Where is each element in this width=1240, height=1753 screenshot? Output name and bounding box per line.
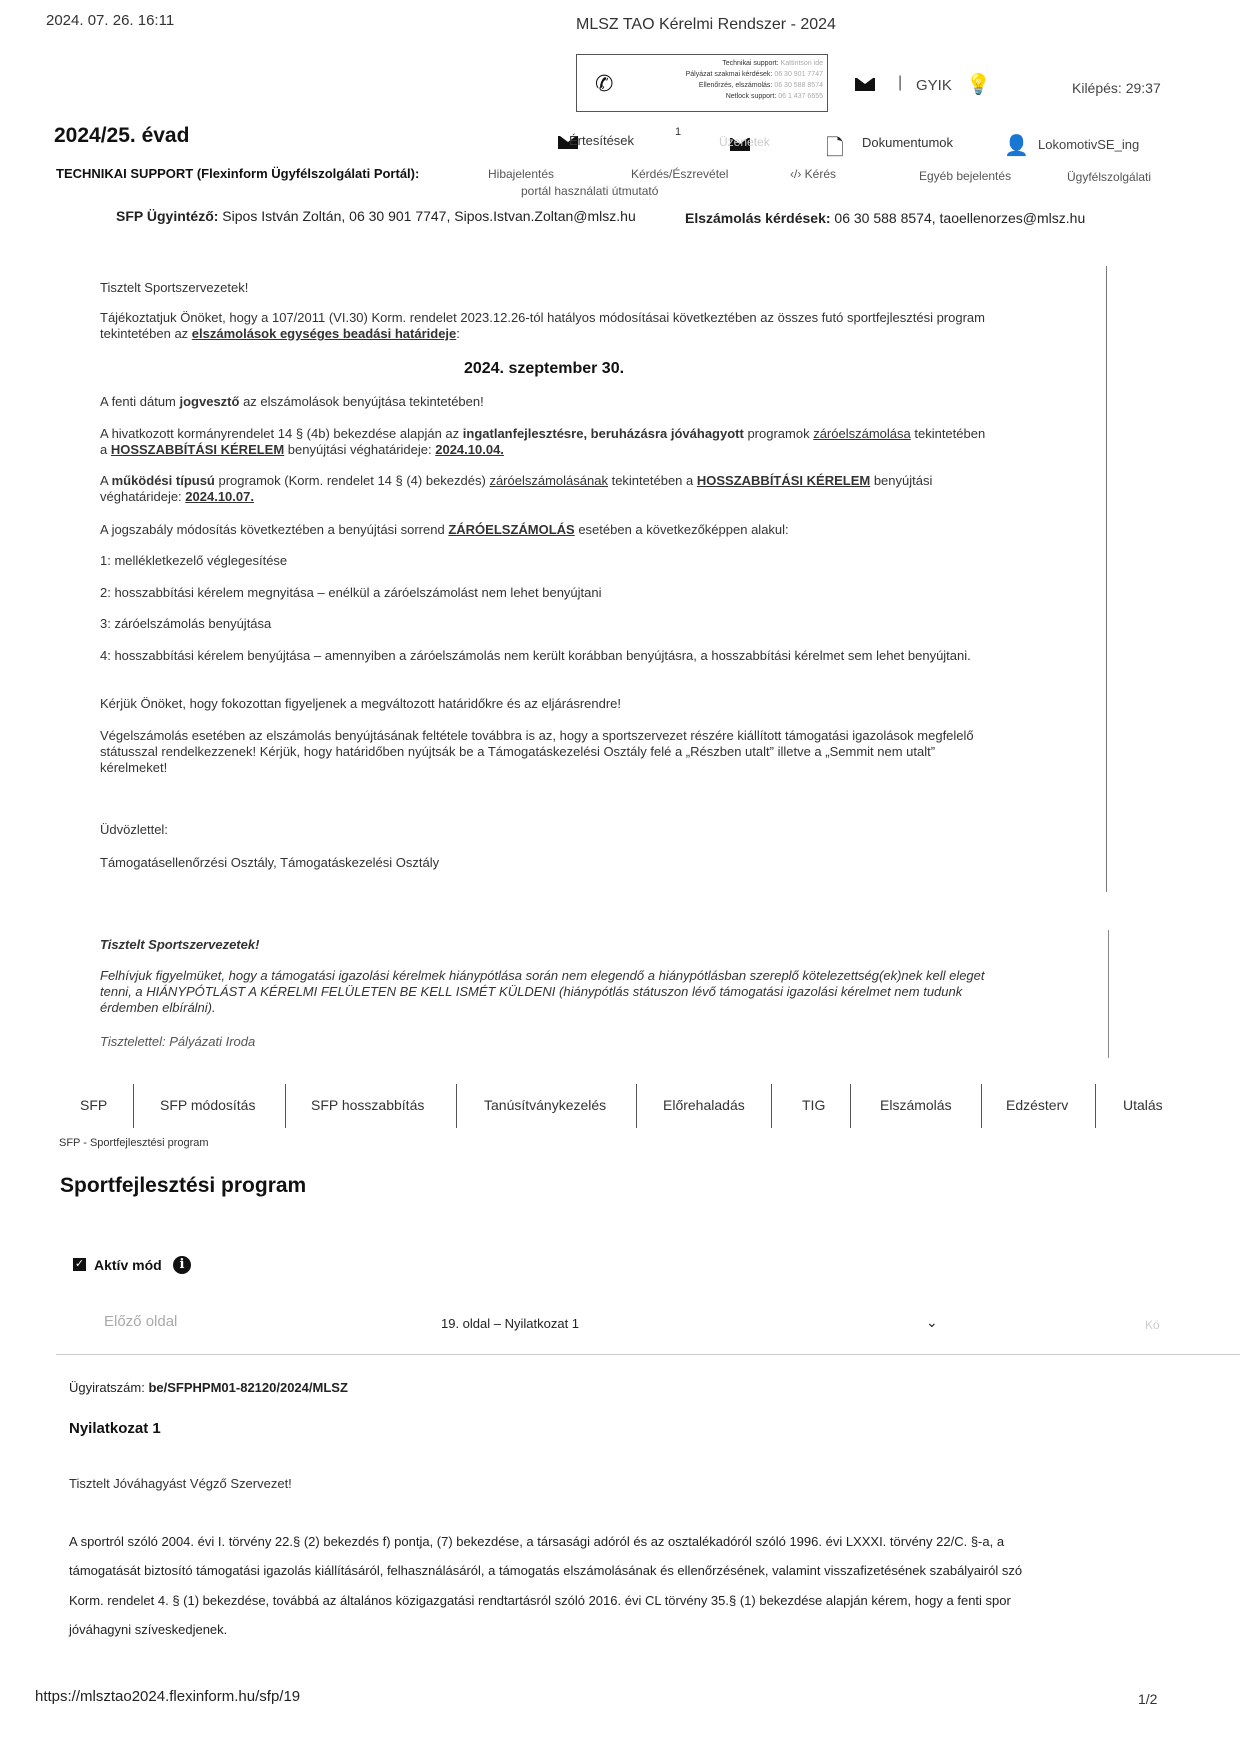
question-link[interactable]: Kérdés/Észrevétel	[631, 167, 729, 181]
sfp-contact-label: SFP Ügyintéző:	[116, 208, 219, 224]
step-item: 1: mellékletkezelő véglegesítése	[100, 553, 288, 568]
text: programok (Korm. rendelet 14 § (4) bekezdés)	[214, 473, 490, 488]
accounting-contact-label: Elszámolás kérdések:	[685, 210, 831, 226]
season-label: 2024/25. évad	[54, 124, 190, 147]
case-number-label: Ügyiratszám:	[69, 1380, 149, 1395]
tab-divider	[1095, 1084, 1096, 1128]
active-mode-label: Aktív mód	[94, 1257, 162, 1273]
tab-divider	[771, 1084, 772, 1128]
text: benyújtási véghatárideje:	[284, 442, 436, 457]
text: Tájékoztatjuk Önöket, hogy a 107/2011 (VI.30) Korm. rendelet 2023.12.26-tól hatályos módosításai következtében az összes futó sportfejlesztési program tekintetében az	[100, 310, 985, 341]
main-tabs	[56, 1082, 1240, 1128]
footer-url: https://mlsztao2024.flexinform.hu/sfp/19	[35, 1688, 301, 1705]
document-icon[interactable]: 🗋	[826, 135, 844, 160]
text-emphasis: elszámolások egységes beadási határideje	[191, 326, 457, 341]
text-emphasis: 2024.10.04.	[435, 442, 504, 457]
support-phone: 06 1 437 6655	[778, 93, 823, 100]
case-number	[69, 1380, 348, 1395]
next-page-button[interactable]: Kö	[1145, 1318, 1160, 1332]
notice-regards: Üdvözlettel:	[100, 822, 168, 837]
text-emphasis: HOSSZABBÍTÁSI KÉRELEM	[696, 473, 871, 488]
messages-link[interactable]: Üzenetek	[719, 135, 770, 149]
text-emphasis: ZÁRÓELSZÁMOLÁS	[448, 522, 575, 537]
support-phone: 06 30 588 8574	[774, 82, 823, 89]
text: benyújtási véghatárideje:	[100, 473, 933, 504]
info-icon[interactable]: i	[173, 1256, 191, 1274]
messages-badge: 1	[675, 126, 682, 138]
declaration-text-line: jóváhagyni szíveskedjenek.	[69, 1622, 228, 1637]
page-title: Sportfejlesztési program	[60, 1174, 307, 1197]
support-label: Netlock support:	[725, 93, 777, 100]
tab-transfer[interactable]: Utalás	[1123, 1097, 1163, 1113]
notice2-border	[1108, 930, 1109, 1058]
tab-sfp-extension[interactable]: SFP hosszabbítás	[311, 1097, 425, 1113]
accounting-contact-value: 06 30 588 8574, taoellenorzes@mlsz.hu	[830, 210, 1086, 226]
user-icon[interactable]: 👤	[1004, 135, 1029, 157]
breadcrumb[interactable]: SFP - Sportfejlesztési program	[59, 1137, 209, 1149]
active-mode-checkbox[interactable]: ✓	[74, 1258, 85, 1270]
declaration-text-line: Korm. rendelet 4. § (1) bekezdése, továbbá az általános közigazgatási rendtartásról szóló 2016. évi CL törvény 35.§ (1) bekezdése alapján kérem, hogy a fenti spor	[69, 1593, 1011, 1608]
tab-sfp-modification[interactable]: SFP módosítás	[160, 1097, 256, 1113]
tab-divider	[456, 1084, 457, 1128]
text-underline: záróelszámolása	[813, 426, 911, 441]
tab-divider	[850, 1084, 851, 1128]
case-number-value: be/SFPHPM01-82120/2024/MLSZ	[148, 1380, 348, 1395]
sfp-contact-value: Sipos István Zoltán, 06 30 901 7747, Sipos.Istvan.Zoltan@mlsz.hu	[218, 208, 636, 224]
support-label: Ellenőrzés, elszámolás:	[698, 82, 773, 89]
portal-guide-link[interactable]: portál használati útmutató	[521, 184, 659, 198]
print-title: MLSZ TAO Kérelmi Rendszer - 2024	[576, 16, 836, 33]
notice-paragraph	[100, 426, 988, 458]
text-emphasis: működési típusú	[111, 473, 215, 488]
text: (hiánypótlás státuszon lévő támogatási igazolási kérelmet nem tudunk érdemben elbírálni).	[100, 984, 963, 1015]
tab-training-plan[interactable]: Edzésterv	[1006, 1097, 1069, 1113]
support-box[interactable]	[576, 54, 828, 112]
tab-divider	[636, 1084, 637, 1128]
notice2-paragraph	[100, 968, 988, 1016]
deadline-date: 2024. szeptember 30.	[463, 360, 625, 377]
step-item: 3: záróelszámolás benyújtása	[100, 616, 272, 631]
text-emphasis: jogvesztő	[179, 394, 240, 409]
chevron-down-icon[interactable]: ⌄	[926, 1314, 938, 1330]
user-link[interactable]: LokomotivSE_ing	[1038, 137, 1140, 152]
notice-paragraph	[100, 473, 988, 505]
notice-signature: Támogatásellenőrzési Osztály, Támogatáskezelési Osztály	[100, 855, 440, 870]
text-emphasis: 2024.10.07.	[185, 489, 254, 504]
tab-divider	[981, 1084, 982, 1128]
tab-sfp[interactable]: SFP	[80, 1097, 108, 1113]
step-item: 2: hosszabbítási kérelem megnyitása – enélkül a záróelszámolást nem lehet benyújtani	[100, 585, 602, 600]
tab-progress[interactable]: Előrehaladás	[663, 1097, 745, 1113]
text-emphasis: HOSSZABBÍTÁSI KÉRELEM	[110, 442, 285, 457]
lightbulb-icon[interactable]: 💡	[966, 74, 991, 96]
declaration-title: Nyilatkozat 1	[69, 1420, 161, 1437]
footer-page-number: 1/2	[1138, 1691, 1158, 1707]
request-link[interactable]: ‹/› Kérés	[790, 167, 837, 181]
print-datetime: 2024. 07. 26. 16:11	[46, 12, 175, 29]
notice-border	[1106, 266, 1107, 892]
declaration-salutation: Tisztelt Jóváhagyást Végző Szervezet!	[69, 1476, 292, 1491]
notice-paragraph: Kérjük Önöket, hogy fokozottan figyeljenek a megváltozott határidőkre és az eljárásrendre!	[100, 696, 622, 711]
text: programok	[743, 426, 814, 441]
text-underline: záróelszámolásának	[489, 473, 608, 488]
text: az elszámolások benyújtása tekintetében!	[239, 394, 484, 409]
accounting-contact	[685, 210, 1085, 226]
text: A hivatkozott kormányrendelet 14 § (4b) bekezdése alapján az	[100, 426, 463, 441]
page-select[interactable]: 19. oldal – Nyilatkozat 1	[441, 1316, 580, 1331]
support-lines	[686, 58, 823, 102]
header-separator: |	[898, 74, 903, 91]
notice-paragraph	[100, 310, 988, 342]
tab-divider	[133, 1084, 134, 1128]
tab-accounting[interactable]: Elszámolás	[880, 1097, 952, 1113]
tech-support-label: TECHNIKAI SUPPORT (Flexinform Ügyfélszolgálati Portál):	[56, 166, 420, 181]
text: Felhívjuk figyelmüket, hogy a támogatási igazolási kérelmek hiánypótlása során nem elegendő a hiánypótlásban szereplő kötelezettség(ek)nek kell eleget tenni, a	[100, 968, 985, 999]
text: tekintetében a	[607, 473, 697, 488]
text-emphasis: ingatlanfejlesztésre, beruházásra jóváhagyott	[462, 426, 744, 441]
notifications-link[interactable]: Értesítések	[569, 133, 635, 148]
logout-timer[interactable]: Kilépés: 29:37	[1072, 80, 1161, 96]
declaration-text-line: támogatását biztosító támogatási igazolás kiállításáról, felhasználásáról, a támogatás elszámolásának és ellenőrzésének, valamint visszafizetésének szabályairól szó	[69, 1563, 1023, 1578]
step-item: 4: hosszabbítási kérelem benyújtása – amennyiben a záróelszámolás nem került korábban benyújtásra, a hosszabbítási kérelmet sem lehet benyújtani.	[100, 648, 971, 663]
support-label: Technikai support:	[722, 60, 779, 67]
text: A	[100, 473, 112, 488]
mail-icon[interactable]	[855, 78, 875, 91]
text: A fenti dátum	[100, 394, 180, 409]
notice2-signature: Tisztelettel: Pályázati Iroda	[100, 1034, 256, 1049]
previous-page-button[interactable]: Előző oldal	[104, 1313, 178, 1330]
tab-tig[interactable]: TIG	[802, 1097, 826, 1113]
tab-divider	[285, 1084, 286, 1128]
tab-certificates[interactable]: Tanúsítványkezelés	[484, 1097, 607, 1113]
bug-report-link[interactable]: Hibajelentés	[488, 167, 555, 181]
text: :	[456, 326, 460, 341]
faq-link[interactable]: GYIK	[916, 77, 952, 94]
declaration-text-line: A sportról szóló 2004. évi I. törvény 22.§ (2) bekezdés f) pontja, (7) bekezdése, a társasági adóról és az osztalékadóról szóló 1996. évi LXXXI. törvény 22/C. §-a, a	[69, 1534, 1005, 1549]
whatsapp-icon: ✆	[595, 71, 614, 96]
sfp-contact	[116, 208, 636, 224]
support-phone: 06 30 901 7747	[774, 71, 823, 78]
notice2-greeting: Tisztelt Sportszervezetek!	[100, 937, 260, 952]
text: esetében a következőképpen alakul:	[574, 522, 789, 537]
section-divider	[56, 1354, 1240, 1355]
notice-paragraph	[100, 394, 988, 410]
documents-link[interactable]: Dokumentumok	[862, 135, 954, 150]
notice-paragraph: Végelszámolás esetében az elszámolás benyújtásának feltétele továbbra is az, hogy a sportszervezet részére kiállított támogatási igazolások megfelelő státusszal rendelkezzenek! Kérjük, hogy határidőben nyújtsák be a Támogatáskezelési Osztály felé a „Részben utalt” illetve a „Semmit nem utalt” kérelmeket!	[100, 728, 974, 775]
support-link[interactable]: Kattintson ide	[780, 60, 823, 67]
text-emphasis: HIÁNYPÓTLÁST A KÉRELMI FELÜLETEN BE KELL ISMÉT KÜLDENI	[146, 984, 556, 999]
customer-service-link[interactable]: Ügyfélszolgálati	[1067, 170, 1152, 184]
notice-paragraph	[100, 522, 988, 538]
text: A jogszabály módosítás következtében a benyújtási sorrend	[100, 522, 449, 537]
support-label: Pályázat szakmai kérdések:	[685, 71, 773, 78]
other-report-link[interactable]: Egyéb bejelentés	[919, 169, 1012, 183]
text: tekintetében a	[100, 426, 986, 457]
notice-greeting: Tisztelt Sportszervezetek!	[100, 280, 249, 295]
